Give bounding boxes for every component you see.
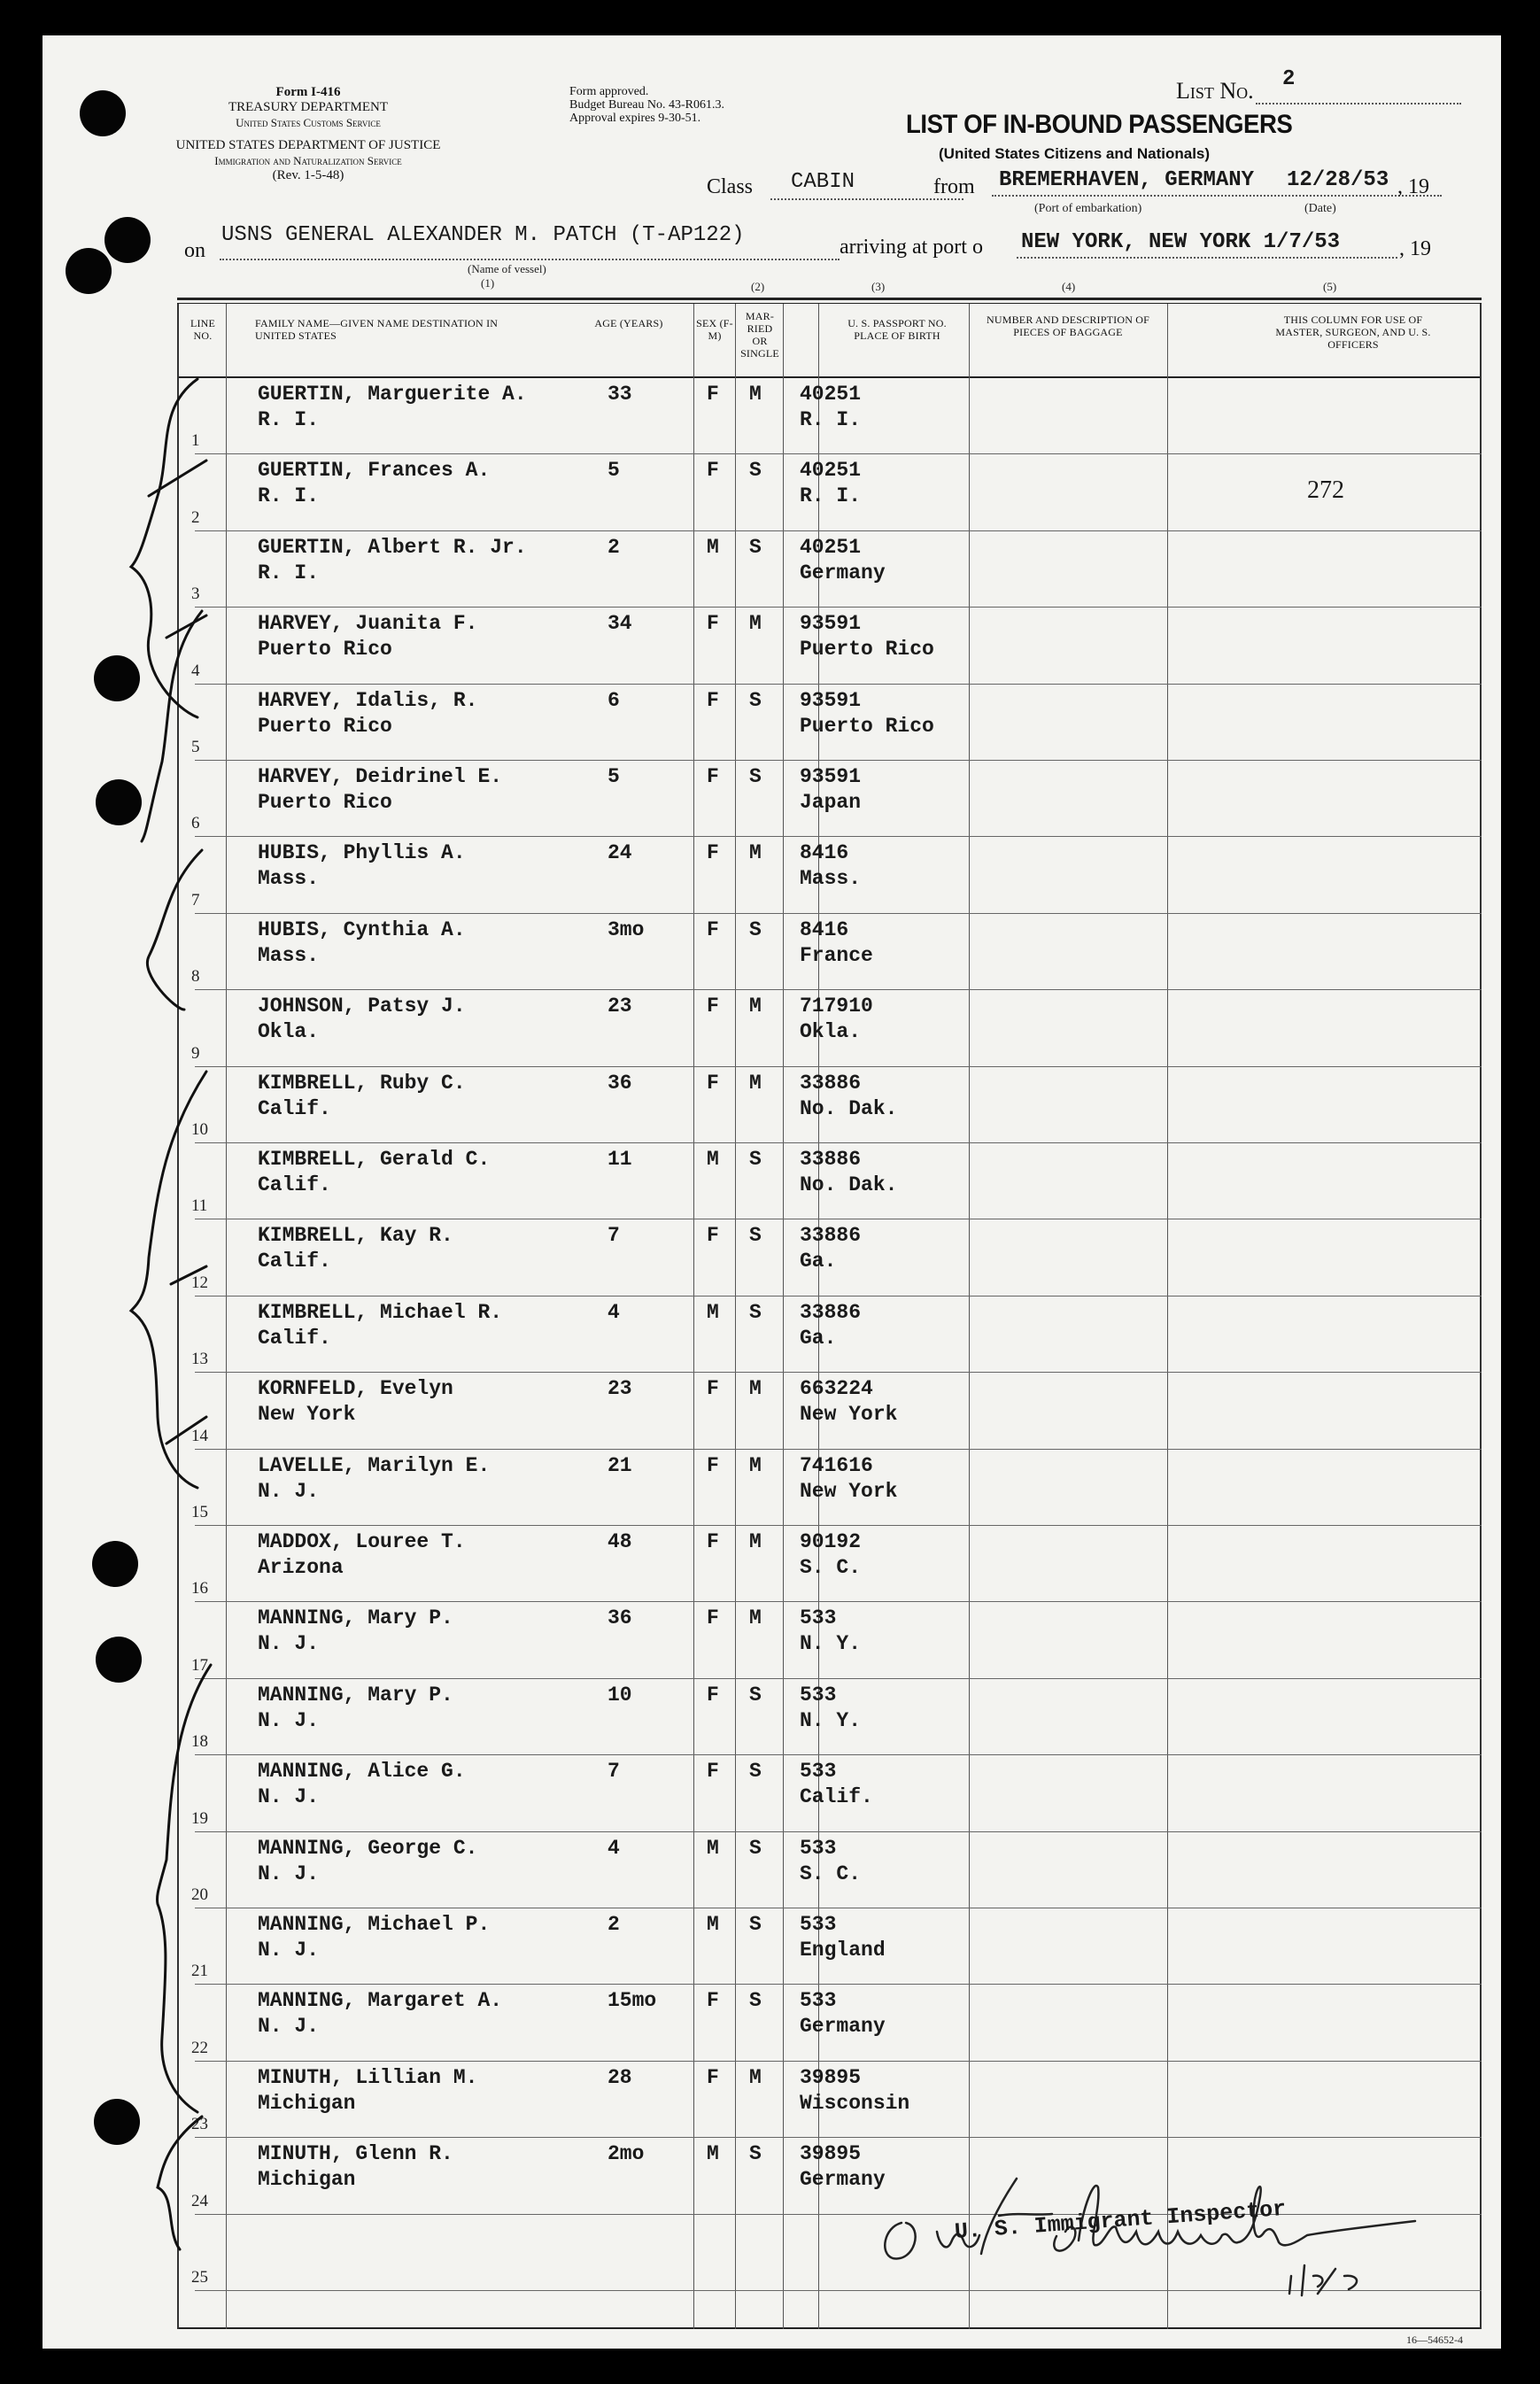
marital-status: M: [749, 383, 762, 406]
line-number: 1: [191, 431, 200, 451]
age: 4: [607, 1300, 620, 1324]
date-caption: (Date): [1304, 202, 1336, 215]
age: 23: [607, 995, 632, 1018]
line-number: 4: [191, 661, 200, 680]
passenger-name: MANNING, Margaret A.: [258, 1989, 503, 2013]
col-header-age: AGE (YEARS): [594, 317, 663, 329]
col-header-sex: SEX (F-M): [696, 317, 733, 342]
sex: F: [707, 1453, 719, 1477]
passport-number: 8416: [800, 917, 849, 941]
birthplace: No. Dak.: [800, 1096, 898, 1120]
destination: Calif.: [258, 1326, 331, 1350]
list-no-label: List No.: [1176, 78, 1254, 104]
birthplace: Calif.: [800, 1785, 873, 1809]
budget-label: Budget Bureau No. 43-R061.3.: [569, 98, 724, 112]
passport-number: 93591: [800, 688, 862, 712]
destination: N. J.: [258, 1708, 320, 1732]
birthplace: N. Y.: [800, 1708, 862, 1732]
passenger-name: MANNING, Alice G.: [258, 1760, 466, 1784]
line-number: 2: [191, 507, 200, 527]
passport-number: 93591: [800, 765, 862, 788]
sex: F: [707, 917, 719, 941]
sex: F: [707, 1071, 719, 1095]
sex: M: [707, 2142, 719, 2166]
sex: F: [707, 612, 719, 636]
officer-note: 272: [1307, 476, 1344, 505]
destination: N. J.: [258, 1479, 320, 1503]
line-number: 13: [191, 1350, 208, 1369]
line-number: 22: [191, 2038, 208, 2057]
port-caption: (Port of embarkation): [1034, 202, 1142, 215]
line-number: 7: [191, 890, 200, 909]
footer-code: 16—54652-4: [1406, 2334, 1463, 2346]
birthplace: Puerto Rico: [800, 638, 934, 662]
line-number: 20: [191, 1885, 208, 1904]
sex: F: [707, 1760, 719, 1784]
col-header-name: FAMILY NAME—GIVEN NAME DESTINATION IN UNITED STATES: [255, 317, 499, 342]
age: 7: [607, 1760, 620, 1784]
passenger-name: LAVELLE, Marilyn E.: [258, 1453, 491, 1477]
marital-status: S: [749, 1913, 762, 1936]
destination: N. J.: [258, 1862, 320, 1885]
table-top-rule-2: [177, 303, 1482, 304]
marital-status: S: [749, 2142, 762, 2166]
marital-status: S: [749, 535, 762, 559]
birthplace: R. I.: [800, 484, 862, 508]
destination: Calif.: [258, 1173, 331, 1196]
marital-status: S: [749, 1300, 762, 1324]
marital-status: S: [749, 688, 762, 712]
sex: M: [707, 1148, 719, 1171]
age: 3mo: [607, 917, 645, 941]
column-number: (4): [1062, 280, 1076, 293]
marital-status: S: [749, 765, 762, 788]
passenger-name: KORNFELD, Evelyn: [258, 1377, 453, 1401]
passport-number: 33886: [800, 1148, 862, 1171]
line-number: 10: [191, 1119, 208, 1139]
passport-number: 90192: [800, 1530, 862, 1553]
destination: Michigan: [258, 2091, 356, 2115]
birthplace: England: [800, 1939, 886, 1962]
column-number: (1): [481, 276, 495, 290]
birthplace: S. C.: [800, 1862, 862, 1885]
destination: Puerto Rico: [258, 638, 392, 662]
passport-number: 93591: [800, 612, 862, 636]
revision-label: (Rev. 1-5-48): [272, 168, 344, 182]
birthplace: New York: [800, 1479, 898, 1503]
destination: N. J.: [258, 1632, 320, 1656]
destination: Calif.: [258, 1250, 331, 1273]
destination: Puerto Rico: [258, 791, 392, 814]
col-header-passport: U. S. PASSPORT NO. PLACE OF BIRTH: [847, 317, 947, 342]
vessel-caption: (Name of vessel): [468, 262, 546, 275]
justice-label: UNITED STATES DEPARTMENT OF JUSTICE: [175, 138, 441, 152]
line-number: 21: [191, 1962, 208, 1981]
col-header-line: LINE NO.: [190, 317, 216, 342]
passenger-name: JOHNSON, Patsy J.: [258, 995, 466, 1018]
birthplace: Puerto Rico: [800, 714, 934, 738]
line-number: 6: [191, 814, 200, 833]
marital-status: M: [749, 1453, 762, 1477]
birthplace: Germany: [800, 2168, 886, 2192]
passport-number: 39895: [800, 2065, 862, 2089]
arrival-value: NEW YORK, NEW YORK 1/7/53: [1021, 230, 1341, 254]
passenger-name: HARVEY, Idalis, R.: [258, 688, 478, 712]
destination: R. I.: [258, 561, 320, 584]
age: 23: [607, 1377, 632, 1401]
passenger-name: GUERTIN, Marguerite A.: [258, 383, 527, 406]
page-title: LIST OF IN-BOUND PASSENGERS: [906, 110, 1293, 139]
sex: F: [707, 1224, 719, 1248]
line-number: 16: [191, 1579, 208, 1598]
list-no-value: 2: [1282, 67, 1296, 91]
destination: N. J.: [258, 1939, 320, 1962]
destination: Okla.: [258, 1020, 320, 1044]
passport-number: 663224: [800, 1377, 873, 1401]
age: 28: [607, 2065, 632, 2089]
passport-number: 533: [800, 1606, 837, 1630]
birthplace: S. C.: [800, 1556, 862, 1579]
sex: F: [707, 2065, 719, 2089]
passport-number: 741616: [800, 1453, 873, 1477]
passport-number: 533: [800, 1913, 837, 1936]
col-header-baggage: NUMBER AND DESCRIPTION OF PIECES OF BAGGAGE: [986, 313, 1150, 338]
customs-label: United States Customs Service: [236, 116, 381, 129]
passenger-name: GUERTIN, Frances A.: [258, 459, 491, 483]
marital-status: S: [749, 917, 762, 941]
expiry-label: Approval expires 9-30-51.: [569, 112, 701, 125]
marital-status: S: [749, 1989, 762, 2013]
age: 34: [607, 612, 632, 636]
birthplace: N. Y.: [800, 1632, 862, 1656]
line-number: 11: [191, 1196, 208, 1216]
line-number: 5: [191, 737, 200, 756]
birthplace: New York: [800, 1403, 898, 1427]
passenger-name: HUBIS, Phyllis A.: [258, 841, 466, 865]
marital-status: M: [749, 1071, 762, 1095]
birthplace: Germany: [800, 2015, 886, 2039]
age: 5: [607, 765, 620, 788]
line-number: 24: [191, 2191, 208, 2210]
line-number: 18: [191, 1732, 208, 1752]
sex: F: [707, 1989, 719, 2013]
birthplace: France: [800, 943, 873, 967]
marital-status: M: [749, 995, 762, 1018]
age: 2: [607, 535, 620, 559]
line-number: 17: [191, 1655, 208, 1675]
arrival-line: [1017, 257, 1397, 259]
destination: R. I.: [258, 484, 320, 508]
marital-status: M: [749, 1530, 762, 1553]
passenger-name: HARVEY, Juanita F.: [258, 612, 478, 636]
destination: Puerto Rico: [258, 714, 392, 738]
birthplace: R. I.: [800, 408, 862, 431]
marital-status: S: [749, 459, 762, 483]
line-number: 19: [191, 1808, 208, 1828]
line-number: 3: [191, 584, 200, 604]
age: 7: [607, 1224, 620, 1248]
age: 21: [607, 1453, 632, 1477]
sex: M: [707, 1836, 719, 1860]
marital-status: S: [749, 1224, 762, 1248]
birthplace: No. Dak.: [800, 1173, 898, 1196]
passenger-name: GUERTIN, Albert R. Jr.: [258, 535, 527, 559]
line-number: 14: [191, 1426, 208, 1445]
class-label: Class: [707, 175, 754, 198]
marital-status: M: [749, 1606, 762, 1630]
destination: R. I.: [258, 408, 320, 431]
passenger-name: KIMBRELL, Ruby C.: [258, 1071, 466, 1095]
age: 24: [607, 841, 632, 865]
passport-number: 33886: [800, 1300, 862, 1324]
passport-number: 40251: [800, 535, 862, 559]
birthplace: Ga.: [800, 1326, 837, 1350]
passport-number: 717910: [800, 995, 873, 1018]
manifest-page: [43, 35, 1501, 2349]
age: 15mo: [607, 1989, 657, 2013]
age: 2mo: [607, 2142, 645, 2166]
birthplace: Wisconsin: [800, 2091, 910, 2115]
passenger-name: MANNING, Mary P.: [258, 1606, 453, 1630]
passenger-name: MANNING, Michael P.: [258, 1913, 491, 1936]
class-value: CABIN: [791, 170, 855, 194]
marital-status: S: [749, 1148, 762, 1171]
table-top-rule: [177, 298, 1482, 300]
column-number: (3): [871, 280, 886, 293]
passport-number: 533: [800, 1836, 837, 1860]
port-value: BREMERHAVEN, GERMANY: [999, 168, 1255, 192]
marital-status: S: [749, 1683, 762, 1707]
birthplace: Germany: [800, 561, 886, 584]
handwritten-brackets: [43, 35, 308, 2349]
page-subtitle: (United States Citizens and Nationals): [939, 145, 1211, 162]
passenger-name: MADDOX, Louree T.: [258, 1530, 466, 1553]
sex: F: [707, 995, 719, 1018]
birthplace: Okla.: [800, 1020, 862, 1044]
passport-number: 33886: [800, 1224, 862, 1248]
birthplace: Mass.: [800, 867, 862, 891]
passenger-name: HARVEY, Deidrinel E.: [258, 765, 503, 788]
passenger-name: MANNING, George C.: [258, 1836, 478, 1860]
passenger-name: HUBIS, Cynthia A.: [258, 917, 466, 941]
form-number: Form I-416: [275, 85, 341, 99]
destination: Michigan: [258, 2168, 356, 2192]
passport-number: 40251: [800, 383, 862, 406]
passport-number: 533: [800, 1760, 837, 1784]
line-number: 23: [191, 2115, 208, 2134]
destination: Calif.: [258, 1096, 331, 1120]
destination: N. J.: [258, 2015, 320, 2039]
from-label: from: [933, 175, 975, 198]
sex: F: [707, 1606, 719, 1630]
year-prefix: , 19: [1397, 175, 1429, 198]
passenger-name: KIMBRELL, Kay R.: [258, 1224, 453, 1248]
passenger-name: KIMBRELL, Gerald C.: [258, 1148, 491, 1171]
age: 33: [607, 383, 632, 406]
passport-number: 33886: [800, 1071, 862, 1095]
marital-status: S: [749, 1836, 762, 1860]
sex: M: [707, 1913, 719, 1936]
sex: M: [707, 1300, 719, 1324]
vessel-line: [220, 259, 840, 260]
arriving-label: arriving at port o: [840, 236, 983, 259]
sex: M: [707, 535, 719, 559]
passport-number: 533: [800, 1683, 837, 1707]
marital-status: M: [749, 841, 762, 865]
birthplace: Ga.: [800, 1250, 837, 1273]
passenger-name: MINUTH, Lillian M.: [258, 2065, 478, 2089]
port-line: [992, 195, 1442, 197]
age: 6: [607, 688, 620, 712]
marital-status: M: [749, 612, 762, 636]
age: 2: [607, 1913, 620, 1936]
age: 4: [607, 1836, 620, 1860]
age: 48: [607, 1530, 632, 1553]
destination: Arizona: [258, 1556, 344, 1579]
line-number: 15: [191, 1502, 208, 1521]
col-header-married: MAR-RIED OR SINGLE: [740, 310, 779, 360]
sex: F: [707, 459, 719, 483]
sex: F: [707, 765, 719, 788]
sex: F: [707, 383, 719, 406]
date-value: 12/28/53: [1287, 168, 1389, 192]
destination: Mass.: [258, 943, 320, 967]
sex: F: [707, 1530, 719, 1553]
age: 5: [607, 459, 620, 483]
line-number: 8: [191, 967, 200, 987]
destination: New York: [258, 1403, 356, 1427]
sex: F: [707, 841, 719, 865]
vessel-value: USNS GENERAL ALEXANDER M. PATCH (T-AP122): [221, 223, 745, 247]
passport-number: 533: [800, 1989, 837, 2013]
passenger-name: MINUTH, Glenn R.: [258, 2142, 453, 2166]
marital-status: M: [749, 1377, 762, 1401]
line-number: 12: [191, 1273, 208, 1292]
passport-number: 8416: [800, 841, 849, 865]
destination: N. J.: [258, 1785, 320, 1809]
ins-label: Immigration and Naturalization Service: [214, 154, 402, 167]
approval-block: [569, 85, 724, 125]
year-prefix-2: , 19: [1399, 237, 1431, 260]
column-number: (2): [751, 280, 765, 293]
passport-number: 40251: [800, 459, 862, 483]
sex: F: [707, 688, 719, 712]
sex: F: [707, 1683, 719, 1707]
age: 36: [607, 1071, 632, 1095]
destination: Mass.: [258, 867, 320, 891]
col-header-officers: THIS COLUMN FOR USE OF MASTER, SURGEON, AND U. S. OFFICERS: [1275, 313, 1431, 351]
line-number: 25: [191, 2267, 208, 2287]
on-label: on: [184, 239, 205, 262]
passenger-name: MANNING, Mary P.: [258, 1683, 453, 1707]
marital-status: S: [749, 1760, 762, 1784]
table-bottom-rule: [177, 2327, 1482, 2329]
list-no-line: [1256, 103, 1461, 104]
inspector-title: U. S. Immigrant Inspector: [953, 2195, 1288, 2245]
approval-label: Form approved.: [569, 85, 649, 98]
passport-number: 39895: [800, 2142, 862, 2166]
treasury-label: TREASURY DEPARTMENT: [228, 100, 389, 114]
birthplace: Japan: [800, 791, 862, 814]
column-number: (5): [1323, 280, 1337, 293]
line-number: 9: [191, 1043, 200, 1063]
age: 11: [607, 1148, 632, 1171]
age: 10: [607, 1683, 632, 1707]
passenger-name: KIMBRELL, Michael R.: [258, 1300, 503, 1324]
sex: F: [707, 1377, 719, 1401]
age: 36: [607, 1606, 632, 1630]
marital-status: M: [749, 2065, 762, 2089]
